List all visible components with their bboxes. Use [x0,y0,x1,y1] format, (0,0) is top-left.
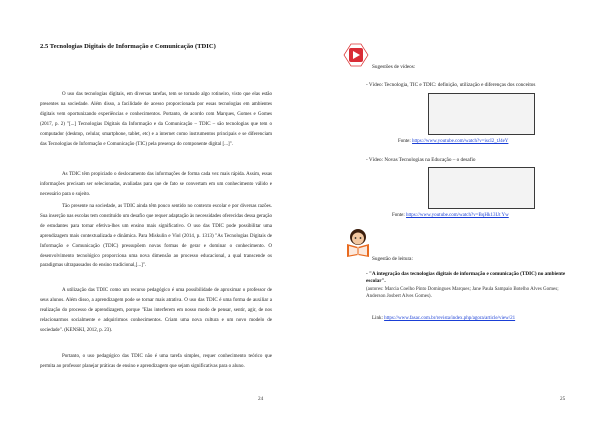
reading-link-line [372,316,515,321]
reading-link[interactable]: https://www.fasac.com.br/revista/index.php/agora/article/view/21 [384,316,516,321]
videos-heading: Sugestões de vídeos: [372,64,416,70]
section-title: 2.5 Tecnologias Digitais de Informação e Comunicação (TDIC) [40,43,216,50]
paragraph-tdic-information: As TDIC têm propiciado o deslocamento das informações de forma cada vez mais rápida. Assim, essas informações precisam ser selecionadas, avaliadas para que de fato se convertam em um conhecimento válido e necessário para o sujeito. [40,172,272,197]
reading-heading: Sugestão de leitura: [372,256,413,262]
video1-source [398,139,508,144]
reading-title: - "A integração das tecnologias digitais de informação e comunicação (TDIC) no ambiente escolar". [366,271,566,285]
child-reading-book-icon [344,228,372,258]
video1-link[interactable]: https://www.youtube.com/watch?v=iscI2_tJ4eY [412,139,509,144]
reading-authors: (autores: Marcia Coelho Pinto Domingues Marques; Jane Paula Sampaio Botelho Alves Gomes; Anderson Josbert Alves Gomes). [366,287,559,299]
video2-link[interactable]: https://www.youtube.com/watch?v=BqHk13Ut Yw [406,213,509,218]
page-number-left: 24 [258,396,264,402]
video2-source-label: Fonte: [392,213,407,218]
video2-title: - Vídeo: Novas Tecnologias na Educação – o desafio [366,157,476,163]
video2-embed[interactable] [428,167,535,209]
youtube-play-icon [343,42,369,68]
paragraph-tdic-pedagogical: A utilização das TDIC como um recurso pedagógico é uma possibilidade de aproximar o professor de seus alunos. Além disso, a aprendizagem pode se tornar mais atrativa. O uso das TDIC é uma forma de auxiliar a realização do processo de aprendizagem, porque "Elas interferem em nosso modo de pensar, sentir, agir, de nos relacionarmos socialmente e adquirirmos conhecimentos. Criam uma nova cultura e um novo modelo de sociedade". (KENSKI, 2012, p. 23). [40,288,272,333]
paragraph-tdic-definition: O uso das tecnologias digitais, em diversas tarefas, tem se tornado algo rotineiro, visto que elas estão presentes na sociedade. Além disso, a facilidade de acesso proporcionada por essas tecnologias em ambientes digitais vem oportunizando experiências e conhecimentos. Portanto, de acordo com Marques, Gomes e Gomes (2017, p. 2) "[...] Tecnologias Digitais da Informação e da Comunicação – TDIC – são tecnologias que tem o computador (desktop, celular, smartphone, tablet, etc) e a internet como instrumentos principais e se diferenciam das Tecnologias de Informação e Comunicação (TIC) pela presença do componente digital [...]". [40,92,272,147]
page-number-right: 25 [560,396,566,402]
video2-source [392,213,509,218]
paragraph-tdic-school: Tão presente na sociedade, as TDIC ainda têm pouco sentido no contexto escolar e por diversas razões. Sua inserção nas escolas tem constituído um desafio que requer adaptação às necessidades oferecidas dessa geração de estudantes para tornar efetiva-lhes um ensino mais significativo. O uso das TDIC pode possibilitar uma aprendizagem mais contextualizada e dinâmica. Para Miskulin e Viol (2014, p. 1313) "As Tecnologias Digitais de Informação e Comunicação (TDIC) pressupõem novas formas de gerar e dominar o conhecimento. O desenvolvimento tecnológico proporciona uma nova dimensão ao processo educacional, a qual transcende os paradigmas ultrapassados do ensino tradicional,[...]". [40,204,272,269]
video1-title: - Vídeo: Tecnologia, TIC e TDIC: definição, utilização e diferenças dos conceitos [366,82,536,88]
paragraph-tdic-conclusion: Portanto, o uso pedagógico das TDIC não é uma tarefa simples, requer conhecimento teórico que permita ao professor planejar práticas de ensino e aprendizagem que sejam significativas para o aluno. [40,354,272,369]
video1-embed[interactable] [428,93,535,135]
reading-link-label: Link: [372,316,385,321]
video1-source-label: Fonte: [398,139,413,144]
